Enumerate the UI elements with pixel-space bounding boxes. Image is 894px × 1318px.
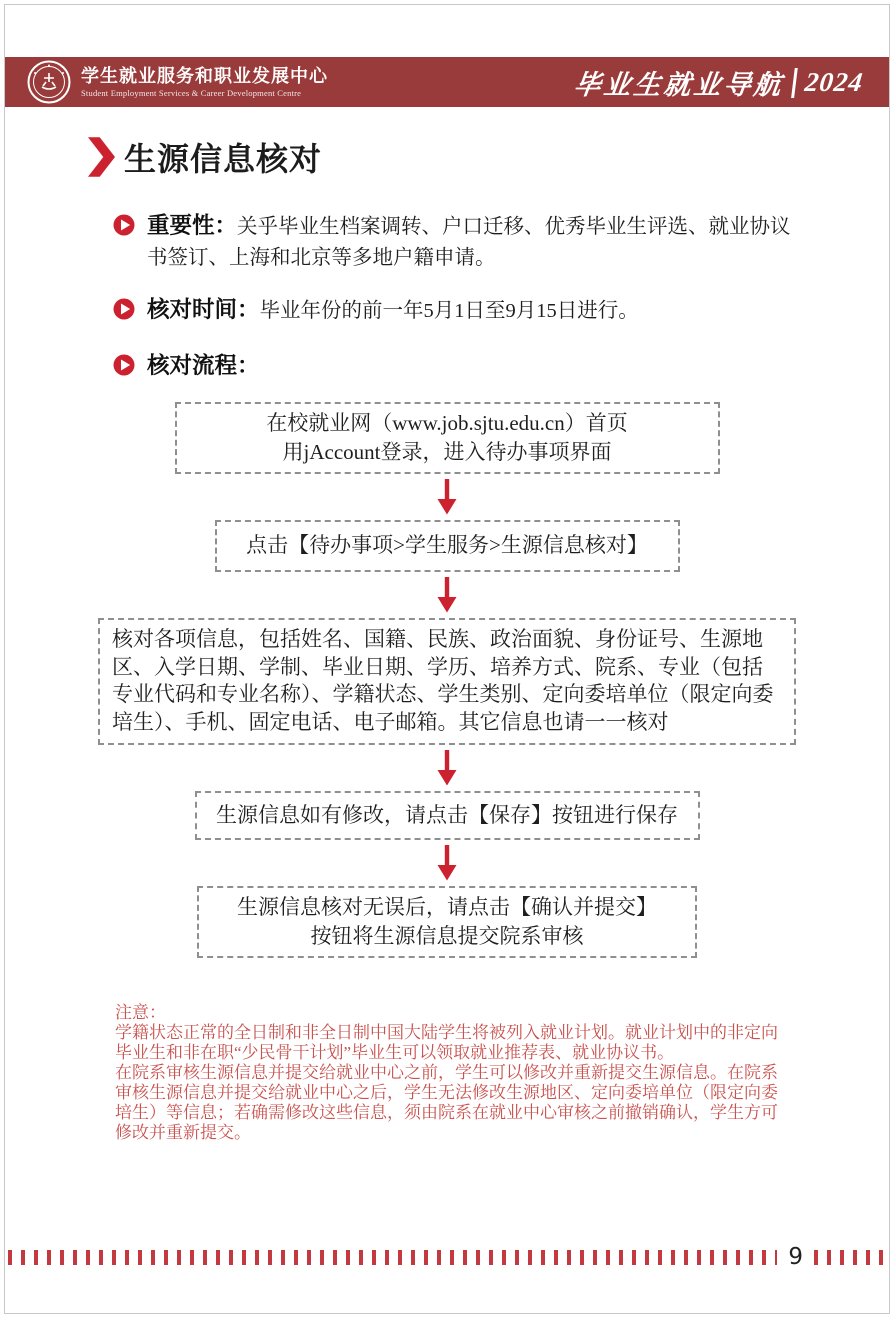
footer-tick [203, 1250, 207, 1265]
footer-tick [723, 1250, 727, 1265]
footer-tick [502, 1250, 506, 1265]
footer-tick [398, 1250, 402, 1265]
page-title [88, 134, 889, 180]
footer-tick-ruler-left [8, 1250, 777, 1265]
footer-tick [489, 1250, 493, 1265]
title-chevron-icon [88, 136, 115, 178]
flow-step-submit: 生源信息核对无误后，请点击【确认并提交】 按钮将生源信息提交院系审核 [197, 886, 697, 958]
footer-tick [840, 1250, 844, 1265]
org-name-cn: 学生就业服务和职业发展中心 [81, 65, 328, 86]
footer-tick [437, 1250, 441, 1265]
header-bar [5, 57, 889, 107]
bullet-play-icon [113, 298, 135, 320]
bullet-play-icon [113, 214, 135, 236]
bullet-label: 重要性： [147, 213, 238, 238]
flowchart [5, 402, 889, 958]
footer-tick [528, 1250, 532, 1265]
footer-tick [372, 1250, 376, 1265]
footer-tick [632, 1250, 636, 1265]
footer-tick [112, 1250, 116, 1265]
issue-banner [572, 63, 866, 102]
issue-title: 毕业生就业导航 [571, 69, 786, 100]
bullet-time [113, 293, 801, 327]
footer-tick [34, 1250, 38, 1265]
footer-tick [645, 1250, 649, 1265]
footer-tick [749, 1250, 753, 1265]
footer-tick [21, 1250, 25, 1265]
footer-tick [151, 1250, 155, 1265]
bullet-label: 核对流程： [147, 353, 260, 379]
footer-tick [762, 1250, 766, 1265]
footer-tick [411, 1250, 415, 1265]
bullet-importance [113, 209, 801, 274]
down-arrow-icon [436, 479, 458, 515]
bullet-process [113, 349, 801, 383]
page-title-text: 生源信息核对 [124, 141, 323, 177]
footer-tick [229, 1250, 233, 1265]
page-footer [8, 1243, 883, 1270]
footer-tick [879, 1250, 883, 1265]
footer-tick [580, 1250, 584, 1265]
footer-tick [775, 1250, 777, 1265]
footer-tick [554, 1250, 558, 1265]
bullet-play-icon [113, 354, 135, 376]
footer-tick [450, 1250, 454, 1265]
footer-tick [593, 1250, 597, 1265]
footer-tick [281, 1250, 285, 1265]
page-number: 9 [788, 1243, 803, 1270]
footer-tick [463, 1250, 467, 1265]
footer-tick [320, 1250, 324, 1265]
main-content [5, 5, 889, 1143]
bullet-label: 核对时间： [147, 296, 260, 322]
footer-tick [73, 1250, 77, 1265]
footer-tick [164, 1250, 168, 1265]
footer-tick [515, 1250, 519, 1265]
footer-tick [697, 1250, 701, 1265]
footer-tick [255, 1250, 259, 1265]
footer-tick [853, 1250, 857, 1265]
org-name-en: Student Employment Services & Career Development Centre [81, 88, 302, 99]
footer-tick [307, 1250, 311, 1265]
footer-tick [736, 1250, 740, 1265]
flow-step-save: 生源信息如有修改，请点击【保存】按钮进行保存 [195, 791, 700, 840]
down-arrow-icon [436, 577, 458, 613]
footer-tick [294, 1250, 298, 1265]
university-seal-logo [27, 60, 71, 104]
footer-tick [385, 1250, 389, 1265]
footer-tick [359, 1250, 363, 1265]
footer-tick [476, 1250, 480, 1265]
footer-tick [424, 1250, 428, 1265]
footer-tick [86, 1250, 90, 1265]
issue-year: 2024 [803, 66, 865, 97]
flow-step-menu: 点击【待办事项>学生服务>生源信息核对】 [215, 520, 680, 572]
flow-step-login: 在校就业网（www.job.sjtu.edu.cn）首页 用jAccount登录，进入待办事项界面 [175, 402, 720, 474]
footer-tick [346, 1250, 350, 1265]
footer-tick-ruler-right [814, 1250, 883, 1265]
footer-tick [47, 1250, 51, 1265]
footer-tick [658, 1250, 662, 1265]
flow-step-verify-fields: 核对各项信息，包括姓名、国籍、民族、政治面貌、身份证号、生源地区、入学日期、学制、毕业日期、学历、培养方式、院系、专业（包括专业代码和专业名称）、学籍状态、学生类别、定向委培单位（限定向委培生）、手机、固定电话、电子邮箱。其它信息也请一一核对 [98, 618, 796, 745]
bullet-text: 毕业年份的前一年5月1日至9月15日进行。 [259, 299, 639, 322]
footer-tick [684, 1250, 688, 1265]
footer-tick [671, 1250, 675, 1265]
issue-divider [791, 67, 798, 97]
footer-tick [814, 1250, 818, 1265]
footer-tick [827, 1250, 831, 1265]
footer-tick [242, 1250, 246, 1265]
down-arrow-icon [436, 845, 458, 881]
document-page [4, 4, 890, 1314]
footer-tick [567, 1250, 571, 1265]
footer-tick [99, 1250, 103, 1265]
footer-tick [190, 1250, 194, 1265]
footer-tick [619, 1250, 623, 1265]
footer-tick [125, 1250, 129, 1265]
footer-tick [60, 1250, 64, 1265]
footer-tick [866, 1250, 870, 1265]
footer-tick [541, 1250, 545, 1265]
notice-heading: 注意： [115, 1002, 166, 1022]
footer-tick [216, 1250, 220, 1265]
footer-tick [8, 1250, 12, 1265]
bullet-text: 关乎毕业生档案调转、户口迁移、优秀毕业生评选、就业协议书签订、上海和北京等多地户籍申请。 [147, 216, 791, 269]
down-arrow-icon [436, 750, 458, 786]
footer-tick [138, 1250, 142, 1265]
notice-body: 学籍状态正常的全日制和非全日制中国大陆学生将被列入就业计划。就业计划中的非定向毕业生和非在职“少民骨干计划”毕业生可以领取就业推荐表、就业协议书。 在院系审核生源信息并提交给就业中心之前，学生可以修改并重新提交生源信息。在院系审核生源信息并提交给就业中心之后，学生无法修改生源地区、定向委培单位（限定向委培生）等信息；若确需修改这些信息，须由院系在就业中心审核之前撤销确认，学生方可修改并重新提交。 [115, 1022, 778, 1143]
footer-tick [177, 1250, 181, 1265]
brand [27, 60, 328, 104]
brand-text [81, 66, 328, 99]
footer-tick [710, 1250, 714, 1265]
footer-tick [606, 1250, 610, 1265]
notice [115, 1003, 793, 1143]
footer-tick [333, 1250, 337, 1265]
footer-tick [268, 1250, 272, 1265]
